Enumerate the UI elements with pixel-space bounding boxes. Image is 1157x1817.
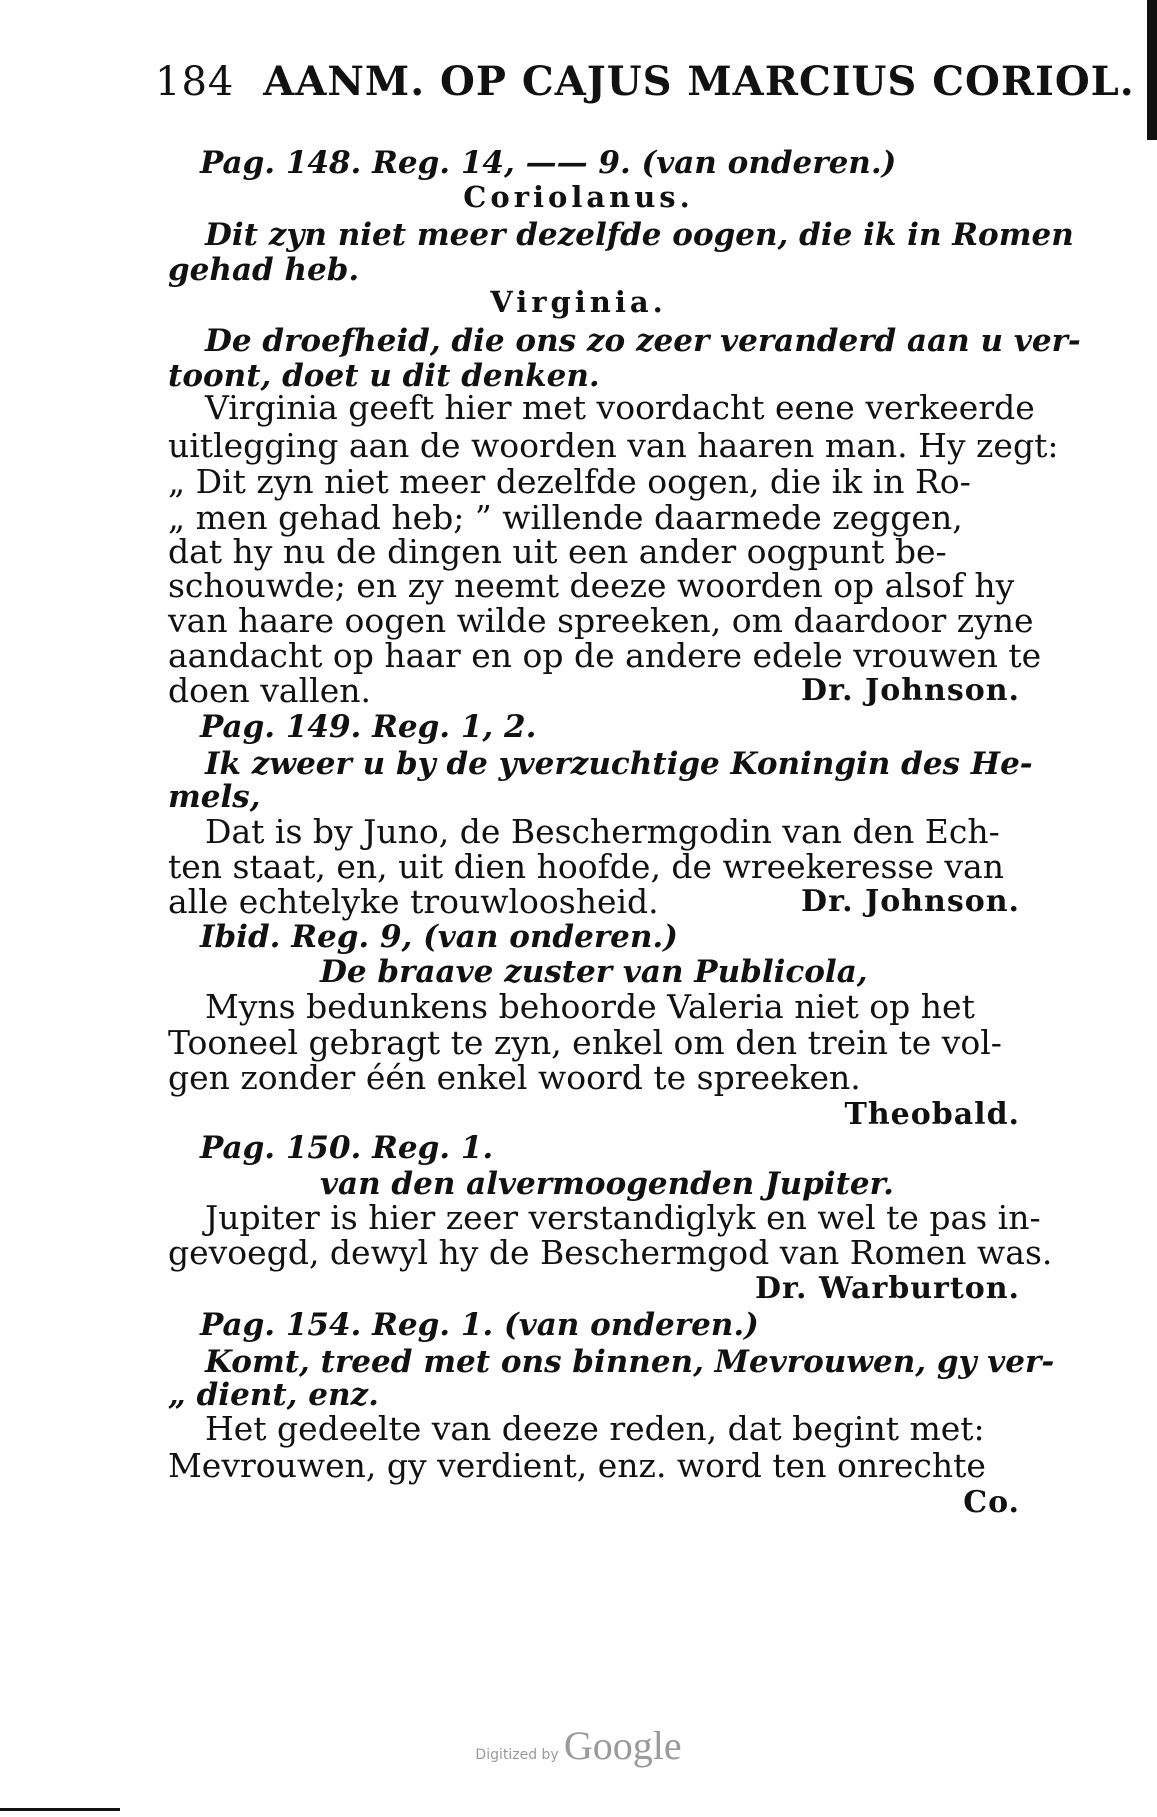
text-content: „ men gehad heb; ” willende daarmede zeggen,: [168, 498, 963, 537]
text-line: [168, 672, 1020, 710]
text-content: Jupiter is hier zeer verstandiglyk en wel te pas in-: [205, 1198, 1041, 1237]
bottom-rule: [0, 1808, 120, 1811]
running-title: AANM. OP CAJUS MARCIUS CORIOL.: [263, 58, 1135, 105]
text-line: [168, 1024, 1020, 1062]
running-header: [155, 58, 1157, 105]
text-line: [205, 215, 1074, 254]
text-line: [168, 250, 1020, 289]
text-content: aandacht op haar en op de andere edele vrouwen te: [168, 636, 1042, 675]
text-content: Dat is by Juno, de Beschermgodin van den Ech-: [205, 812, 1000, 851]
text-content: toont, doet u dit denken.: [168, 358, 600, 394]
attribution-signature: Dr. Warburton.: [754, 1271, 1020, 1306]
text-content: Myns bedunkens behoorde Valeria niet op het: [205, 987, 975, 1026]
page-reference: Pag. 149. Reg. 1, 2.: [200, 709, 537, 745]
text-content: alle echtelyke trouwloosheid.: [168, 882, 659, 921]
text-content: Tooneel gebragt te zyn, enkel om den trein te vol-: [168, 1023, 1002, 1062]
speaker-name: Coriolanus.: [463, 180, 694, 214]
text-line: [168, 426, 1059, 465]
text-content: Het gedeelte van deeze reden, dat begint met:: [205, 1409, 985, 1448]
text-line: [168, 883, 1020, 921]
page-reference: Pag. 150. Reg. 1.: [200, 1130, 494, 1166]
digitization-footer: [0, 1722, 1157, 1769]
text-content: gehad heb.: [168, 252, 360, 288]
text-content: doen vallen.: [168, 671, 371, 710]
attribution-signature: Dr. Johnson.: [801, 884, 1020, 919]
speaker-name: Virginia.: [490, 285, 667, 319]
attribution-signature: Dr. Johnson.: [801, 673, 1020, 708]
page-number: 184: [155, 59, 235, 105]
page-reference: Pag. 148. Reg. 14, —— 9. (van onderen.): [200, 145, 897, 181]
text-line: [168, 1233, 1053, 1272]
text-line: [200, 707, 1020, 746]
text-content: uitlegging aan de woorden van haaren man. Hy zegt:: [168, 426, 1059, 465]
text-content: De braave zuster van Publicola,: [320, 954, 868, 990]
text-line: [168, 848, 1020, 886]
attribution-signature: Theobald.: [844, 1097, 1020, 1132]
text-content: De droefheid, die ons zo zeer veranderd aan u ver-: [205, 323, 1081, 359]
text-content: Mevrouwen, gy verdient, enz. word ten onrechte: [168, 1446, 986, 1485]
text-content: van den alvermoogenden Jupiter.: [320, 1166, 894, 1202]
attribution-signature: Co.: [963, 1485, 1020, 1520]
text-line: [205, 1198, 1041, 1237]
text-line: [205, 321, 1081, 360]
text-line: [168, 1447, 1020, 1485]
text-line: [168, 463, 1020, 501]
text-content: dat hy nu de dingen uit een ander oogpunt be-: [168, 532, 947, 571]
page-reference: Pag. 154. Reg. 1. (van onderen.): [200, 1307, 759, 1343]
text-line: [0, 180, 1157, 214]
text-content: Dit zyn niet meer dezelfde oogen, die ik in Romen: [205, 217, 1074, 253]
text-line: [168, 777, 1020, 816]
text-line: [168, 1059, 1020, 1097]
text-line: [200, 1128, 1020, 1167]
text-line: [200, 143, 1020, 182]
text-content: Virginia geeft hier met voordacht eene verkeerde: [205, 388, 1035, 427]
text-line: [0, 285, 1157, 319]
text-content: gen zonder één enkel woord te spreeken.: [168, 1058, 861, 1097]
text-content: gevoegd, dewyl hy de Beschermgod van Romen was.: [168, 1233, 1053, 1272]
text-line: [200, 1305, 1020, 1344]
text-line: [168, 636, 1042, 675]
text-line: [320, 952, 1020, 991]
page-reference: Ibid. Reg. 9, (van onderen.): [200, 919, 678, 955]
text-content: Komt, treed met ons binnen, Mevrouwen, gy ver-: [205, 1344, 1055, 1380]
text-content: „ dient, enz.: [168, 1377, 379, 1413]
text-content: mels,: [168, 779, 261, 815]
google-wordmark: Google: [563, 1723, 682, 1768]
text-line: [168, 601, 1034, 640]
text-content: schouwde; en zy neemt deeze woorden op alsof hy: [168, 566, 1015, 605]
text-line: [205, 988, 1020, 1026]
text-line: [200, 917, 1020, 956]
text-content: Ik zweer u by de yverzuchtige Koningin des He-: [205, 746, 1033, 782]
text-line: [205, 813, 1020, 851]
text-content: ten staat, en, uit dien hoofde, de wreekeresse van: [168, 847, 1004, 886]
text-content: van haare oogen wilde spreeken, om daardoor zyne: [168, 601, 1034, 640]
text-content: „ Dit zyn niet meer dezelfde oogen, die ik in Ro-: [168, 462, 971, 501]
text-line: [205, 388, 1035, 427]
digitized-label: Digitized by: [475, 1747, 559, 1763]
text-line: [205, 1410, 1020, 1448]
text-line: [168, 567, 1020, 605]
